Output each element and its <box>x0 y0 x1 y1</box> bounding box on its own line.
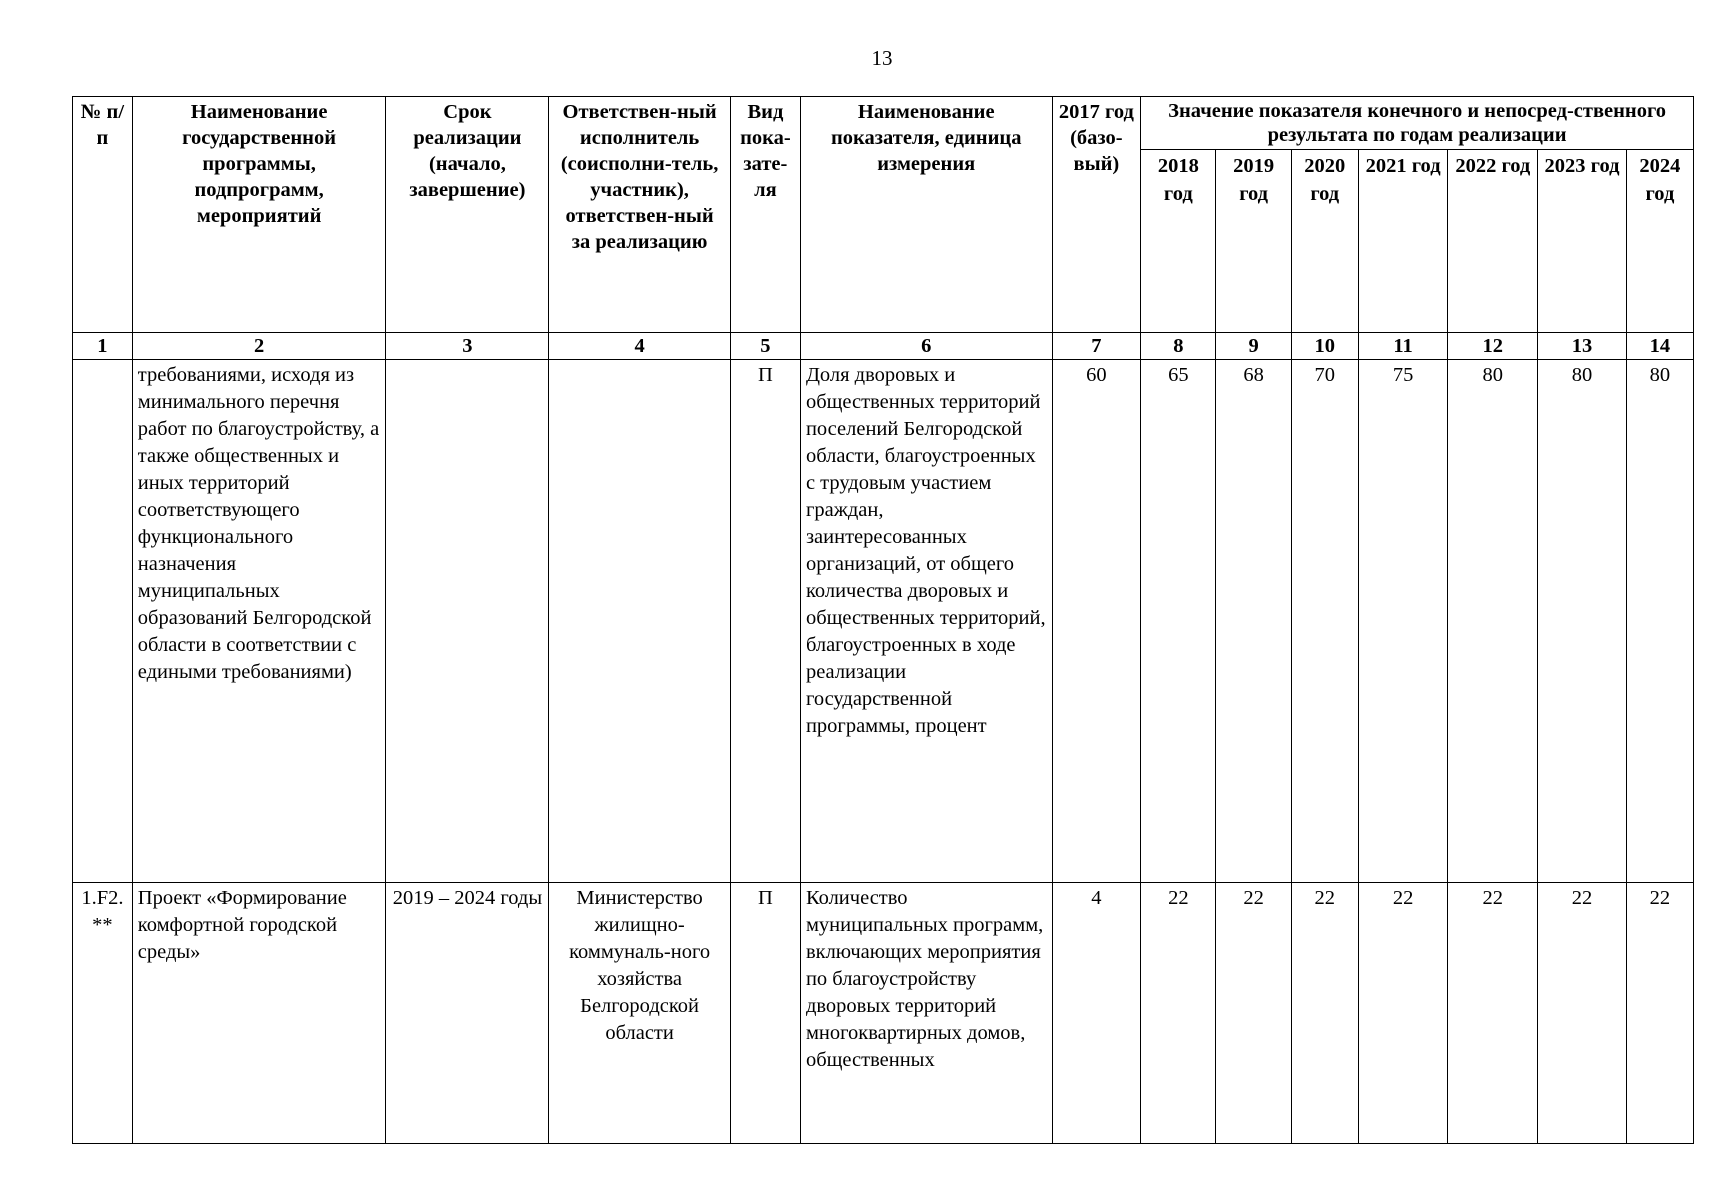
row-year-value: 22 <box>1626 883 1693 1144</box>
row-year-value: 22 <box>1291 883 1358 1144</box>
row-year-value: 22 <box>1216 883 1291 1144</box>
table-row <box>73 883 1694 1144</box>
row-program-name: требованиями, исходя из минимального перечня работ по благоустройству, а также общественных и иных территорий соответствующего функционального назначения муниципальных образований Белгородской области в соответствии с едиными требованиями) <box>132 359 386 883</box>
row-year-value: 65 <box>1141 359 1216 883</box>
column-number: 3 <box>386 332 549 359</box>
header-indicator-type: Вид пока-зате-ля <box>730 97 800 333</box>
header-program-name: Наименование государственной программы, подпрограмм, мероприятий <box>132 97 386 333</box>
row-year-value: 22 <box>1358 883 1448 1144</box>
column-number: 9 <box>1216 332 1291 359</box>
row-base-value: 4 <box>1052 883 1141 1144</box>
header-period: Срок реализации (начало, завершение) <box>386 97 549 333</box>
row-indicator-name: Количество муниципальных программ, включающих мероприятия по благоустройству дворовых территорий многоквартирных домов, общественных <box>800 883 1052 1144</box>
column-number: 4 <box>549 332 730 359</box>
row-indicator-type: П <box>730 359 800 883</box>
header-year: 2024 год <box>1626 150 1693 333</box>
row-year-value: 80 <box>1448 359 1538 883</box>
row-program-name: Проект «Формирование комфортной городской среды» <box>132 883 386 1144</box>
header-executor: Ответствен-ный исполнитель (соисполни-тель, участник), ответствен-ный за реализацию <box>549 97 730 333</box>
column-number: 6 <box>800 332 1052 359</box>
header-year: 2020 год <box>1291 150 1358 333</box>
header-values-group: Значение показателя конечного и непосред-ственного результата по годам реализации <box>1141 97 1694 150</box>
column-number: 12 <box>1448 332 1538 359</box>
row-indicator-name: Доля дворовых и общественных территорий поселений Белгородской области, благоустроенных с трудовым участием граждан, заинтересованных организаций, от общего количества дворовых и общественных территорий, благоустроенных в ходе реализации государственной программы, процент <box>800 359 1052 883</box>
header-year: 2018 год <box>1141 150 1216 333</box>
row-period <box>386 359 549 883</box>
row-year-value: 68 <box>1216 359 1291 883</box>
header-year: 2019 год <box>1216 150 1291 333</box>
column-numbers-row <box>73 332 1694 359</box>
column-number: 7 <box>1052 332 1141 359</box>
column-number: 13 <box>1538 332 1627 359</box>
row-year-value: 80 <box>1538 359 1627 883</box>
row-executor <box>549 359 730 883</box>
column-number: 8 <box>1141 332 1216 359</box>
row-executor: Министерство жилищно-коммуналь-ного хозяйства Белгородской области <box>549 883 730 1144</box>
row-year-value: 22 <box>1538 883 1627 1144</box>
row-number <box>73 359 133 883</box>
page-number: 13 <box>871 46 893 70</box>
row-year-value: 22 <box>1448 883 1538 1144</box>
header-year: 2023 год <box>1538 150 1627 333</box>
column-number: 1 <box>73 332 133 359</box>
column-number: 5 <box>730 332 800 359</box>
indicators-table <box>72 96 1694 1144</box>
header-year: 2021 год <box>1358 150 1448 333</box>
header-indicator-name: Наименование показателя, единица измерения <box>800 97 1052 333</box>
row-period: 2019 – 2024 годы <box>386 883 549 1144</box>
row-year-value: 80 <box>1626 359 1693 883</box>
header-row <box>73 97 1694 150</box>
column-number: 11 <box>1358 332 1448 359</box>
header-year: 2022 год <box>1448 150 1538 333</box>
header-base-year: 2017 год (базо-вый) <box>1052 97 1141 333</box>
row-year-value: 22 <box>1141 883 1216 1144</box>
header-num: № п/п <box>73 97 133 333</box>
column-number: 2 <box>132 332 386 359</box>
row-base-value: 60 <box>1052 359 1141 883</box>
row-indicator-type: П <box>730 883 800 1144</box>
row-number: 1.F2. ** <box>73 883 133 1144</box>
column-number: 14 <box>1626 332 1693 359</box>
row-year-value: 70 <box>1291 359 1358 883</box>
row-year-value: 75 <box>1358 359 1448 883</box>
column-number: 10 <box>1291 332 1358 359</box>
table-row <box>73 359 1694 883</box>
